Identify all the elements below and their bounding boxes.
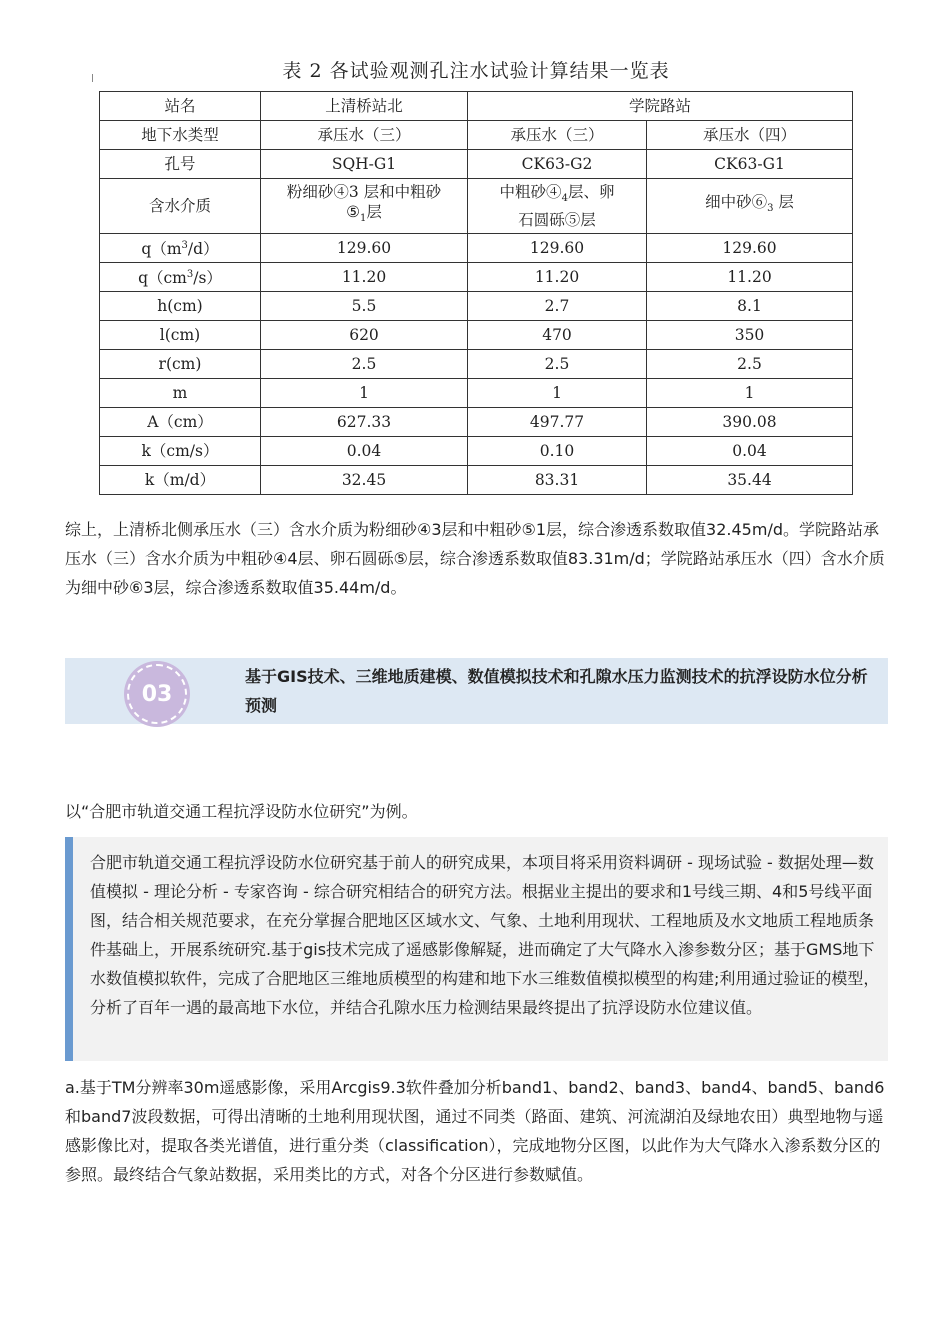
label-text: q（m <box>141 240 182 259</box>
table-cell: 390.08 <box>647 408 853 437</box>
results-table <box>99 91 853 495</box>
table-cell: 0.10 <box>468 437 647 466</box>
table-cell: SQH-G1 <box>261 150 468 179</box>
row-label: 含水介质 <box>100 179 261 234</box>
cell-subscript: 4 <box>561 193 568 205</box>
margin-mark <box>92 74 96 82</box>
table-row <box>100 92 853 121</box>
table-row <box>100 179 853 234</box>
cell-text: ⑤ <box>346 203 360 222</box>
row-label <box>100 263 261 292</box>
cell-subscript: 1 <box>360 213 367 225</box>
cell-text: 中粗砂④ <box>499 183 562 202</box>
table-cell: 2.5 <box>468 350 647 379</box>
table-cell: CK63-G2 <box>468 150 647 179</box>
cell-text: 层 <box>366 203 382 222</box>
table-cell: 学院路站 <box>468 92 853 121</box>
table-cell: 1 <box>468 379 647 408</box>
table-cell: 1 <box>647 379 853 408</box>
table-cell: 5.5 <box>261 292 468 321</box>
row-label: 孔号 <box>100 150 261 179</box>
table-cell: 470 <box>468 321 647 350</box>
table-row <box>100 379 853 408</box>
table-row <box>100 408 853 437</box>
table-cell: 350 <box>647 321 853 350</box>
table-cell: 2.5 <box>647 350 853 379</box>
cell-text: 细中砂⑥ <box>705 193 768 212</box>
table-cell: 承压水（四） <box>647 121 853 150</box>
row-label: m <box>100 379 261 408</box>
table-cell: 497.77 <box>468 408 647 437</box>
cell-text: 石圆砾⑤层 <box>518 210 596 229</box>
summary-paragraph: 综上，上清桥北侧承压水（三）含水介质为粉细砂④3层和中粗砂⑤1层，综合渗透系数取值32.45m/d。学院路站承压水（三）含水介质为中粗砂④4层、卵石圆砾⑤层，综合渗透系数取值83.31m/d；学院路站承压水（四）含水介质为细中砂⑥3层，综合渗透系数取值35.44m/d。 <box>65 520 885 597</box>
table-cell: 承压水（三） <box>468 121 647 150</box>
table-row <box>100 321 853 350</box>
table-cell: CK63-G1 <box>647 150 853 179</box>
cell-subscript: 3 <box>767 203 774 215</box>
label-text: /s） <box>193 269 222 288</box>
quote-text: 合肥市轨道交通工程抗浮设防水位研究基于前人的研究成果，本项目将采用资料调研 - 现场试验 - 数据处理—数值模拟 - 理论分析 - 专家咨询 - 综合研究相结合的研究方法。根据业主提出的要求和1号线三期、4和5号线平面图，结合相关规范要求，在充分掌握合肥地区区域水文、气象、土地利用现状、工程地质及水文地质工程地质条件基础上，开展系统研究.基于gis技术完成了遥感影像解疑，进而确定了大气降水入渗参数分区；基于GMS地下水数值模拟软件，完成了合肥地区三维地质模型的构建和地下水三维数值模拟模型的构建;利用通过验证的模型，分析了百年一遇的最高地下水位，并结合孔隙水压力检测结果最终提出了抗浮设防水位建议值。 <box>90 853 880 1017</box>
table-caption: 表 2 各试验观测孔注水试验计算结果一览表 <box>282 60 670 82</box>
table-cell: 129.60 <box>468 234 647 263</box>
row-label: h(cm) <box>100 292 261 321</box>
table-row <box>100 121 853 150</box>
table-cell: 11.20 <box>647 263 853 292</box>
table-cell <box>261 179 468 234</box>
table-cell: 129.60 <box>647 234 853 263</box>
table-cell: 上清桥站北 <box>261 92 468 121</box>
cell-text: 层、卵 <box>567 183 615 202</box>
cell-text: 粉细砂④3 层和中粗砂 <box>286 183 442 202</box>
row-label: A（cm） <box>100 408 261 437</box>
table-cell: 8.1 <box>647 292 853 321</box>
section-title: 基于GIS技术、三维地质建模、数值模拟技术和孔隙水压力监测技术的抗浮设防水位分析预测 <box>245 667 868 715</box>
table-row <box>100 150 853 179</box>
table-row <box>100 292 853 321</box>
table-cell: 35.44 <box>647 466 853 495</box>
table-row <box>100 263 853 292</box>
row-label: k（cm/s） <box>100 437 261 466</box>
row-label: k（m/d） <box>100 466 261 495</box>
paragraph-a: a.基于TM分辨率30m遥感影像，采用Arcgis9.3软件叠加分析band1、band2、band3、band4、band5、band6和band7波段数据，可得出清晰的土地利用现状图，通过不同类（路面、建筑、河流湖泊及绿地农田）典型地物与遥感影像比对，提取各类光谱值，进行重分类（classification），完成地物分区图，以此作为大气降水入渗系数分区的参照。最终结合气象站数据，采用类比的方式，对各个分区进行参数赋值。 <box>65 1078 885 1184</box>
row-label <box>100 234 261 263</box>
table-cell: 11.20 <box>468 263 647 292</box>
label-text: /d） <box>187 240 219 259</box>
row-label: 站名 <box>100 92 261 121</box>
table-cell: 2.7 <box>468 292 647 321</box>
table-cell: 83.31 <box>468 466 647 495</box>
table-cell: 129.60 <box>261 234 468 263</box>
table-row <box>100 466 853 495</box>
label-superscript: 3 <box>186 269 194 281</box>
row-label: r(cm) <box>100 350 261 379</box>
label-text: q（cm <box>138 269 187 288</box>
table-cell: 620 <box>261 321 468 350</box>
table-cell: 承压水（三） <box>261 121 468 150</box>
row-label: 地下水类型 <box>100 121 261 150</box>
table-cell <box>647 179 853 234</box>
section-number-badge: 03 <box>127 664 187 724</box>
table-cell <box>468 179 647 234</box>
table-row <box>100 234 853 263</box>
table-row <box>100 437 853 466</box>
table-cell: 627.33 <box>261 408 468 437</box>
table-cell: 0.04 <box>261 437 468 466</box>
cell-text: 层 <box>773 193 794 212</box>
table-cell: 11.20 <box>261 263 468 292</box>
table-cell: 1 <box>261 379 468 408</box>
table-row <box>100 350 853 379</box>
table-cell: 32.45 <box>261 466 468 495</box>
table-cell: 0.04 <box>647 437 853 466</box>
row-label: l(cm) <box>100 321 261 350</box>
example-line: 以“合肥市轨道交通工程抗浮设防水位研究”为例。 <box>65 802 418 821</box>
label-superscript: 3 <box>181 240 188 252</box>
table-cell: 2.5 <box>261 350 468 379</box>
